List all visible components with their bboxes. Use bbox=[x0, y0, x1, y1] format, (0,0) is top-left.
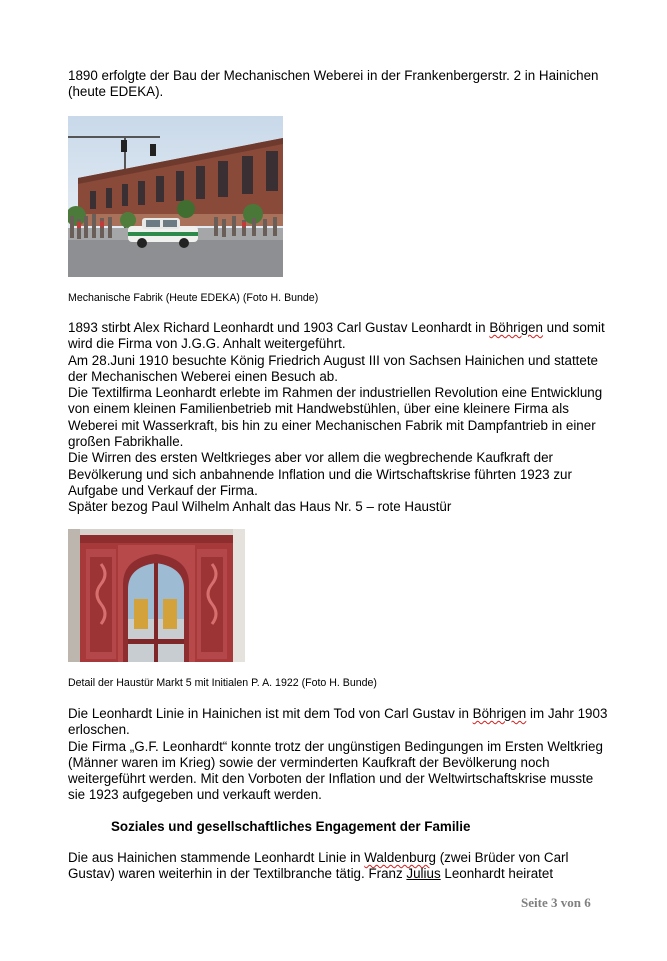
page-number: Seite 3 von 6 bbox=[521, 895, 591, 910]
factory-photo bbox=[68, 116, 283, 277]
spellcheck-word: Böhrigen bbox=[472, 706, 527, 721]
door-photo-image bbox=[68, 529, 245, 662]
spellcheck-word: Böhrigen bbox=[489, 320, 543, 335]
spellcheck-word: Waldenburg bbox=[364, 850, 436, 865]
paragraph-weberei-1890: 1890 erfolgte der Bau der Mechanischen Weberei in der Frankenbergerstr. 2 in Hainichen (heute EDEKA). bbox=[68, 68, 599, 100]
underlined-word: Julius bbox=[406, 866, 441, 882]
paragraph-waldenburg: Die aus Hainichen stammende Leonhardt Linie in Waldenburg (zwei Brüder von Carl Gustav) waren weiterhin in der Textilbranche tätig. Franz Julius Leonhardt heiratet bbox=[68, 850, 569, 882]
caption-door: Detail der Haustür Markt 5 mit Initialen P. A. 1922 (Foto H. Bunde) bbox=[68, 677, 377, 689]
caption-factory: Mechanische Fabrik (Heute EDEKA) (Foto H. Bunde) bbox=[68, 292, 319, 304]
section-heading: Soziales und gesellschaftliches Engagement der Familie bbox=[111, 819, 471, 834]
paragraph-history: 1893 stirbt Alex Richard Leonhardt und 1903 Carl Gustav Leonhardt in Böhrigen und somit wird die Firma von J.G.G. Anhalt weitergeführt. Am 28.Juni 1910 besuchte König Friedrich August III von Sachsen Hainichen und stattete der Mechanischen Weberei einen Besuch ab. Die Textilfirma Leonhardt erlebte im Rahmen der industriellen Revolution eine Entwicklung von einem kleinen Familienbetrieb mit Handwebstühlen, über eine kleinere Firma als Weberei mit Wasserkraft, bis hin zu einer Mechanischen Fabrik mit Dampfantrieb in einer großen Fabrikhalle. Die Wirren des ersten Weltkrieges aber vor allem die wegbrechende Kaufkraft der Bevölkerung und sich anbahnende Inflation und die Wirtschaftskrise führten 1923 zur Aufgabe und Verkauf der Firma. Später bezog Paul Wilhelm Anhalt das Haus Nr. 5 – rote Haustür bbox=[68, 320, 605, 515]
factory-photo-image bbox=[68, 116, 283, 277]
paragraph-leonhardt-line: Die Leonhardt Linie in Hainichen ist mit dem Tod von Carl Gustav in Böhrigen im Jahr 1903 erloschen. Die Firma „G.F. Leonhardt“ konnte trotz der ungünstigen Bedingungen im Ersten Weltkrieg (Männer waren im Krieg) sowie der verminderten Kaufkraft der Bevölkerung noch weitergeführt werden. Mit den Vorboten der Inflation und der Weltwirtschaftskrise musste sie 1923 aufgegeben und verkauft werden. bbox=[68, 706, 608, 803]
door-photo bbox=[68, 529, 245, 662]
